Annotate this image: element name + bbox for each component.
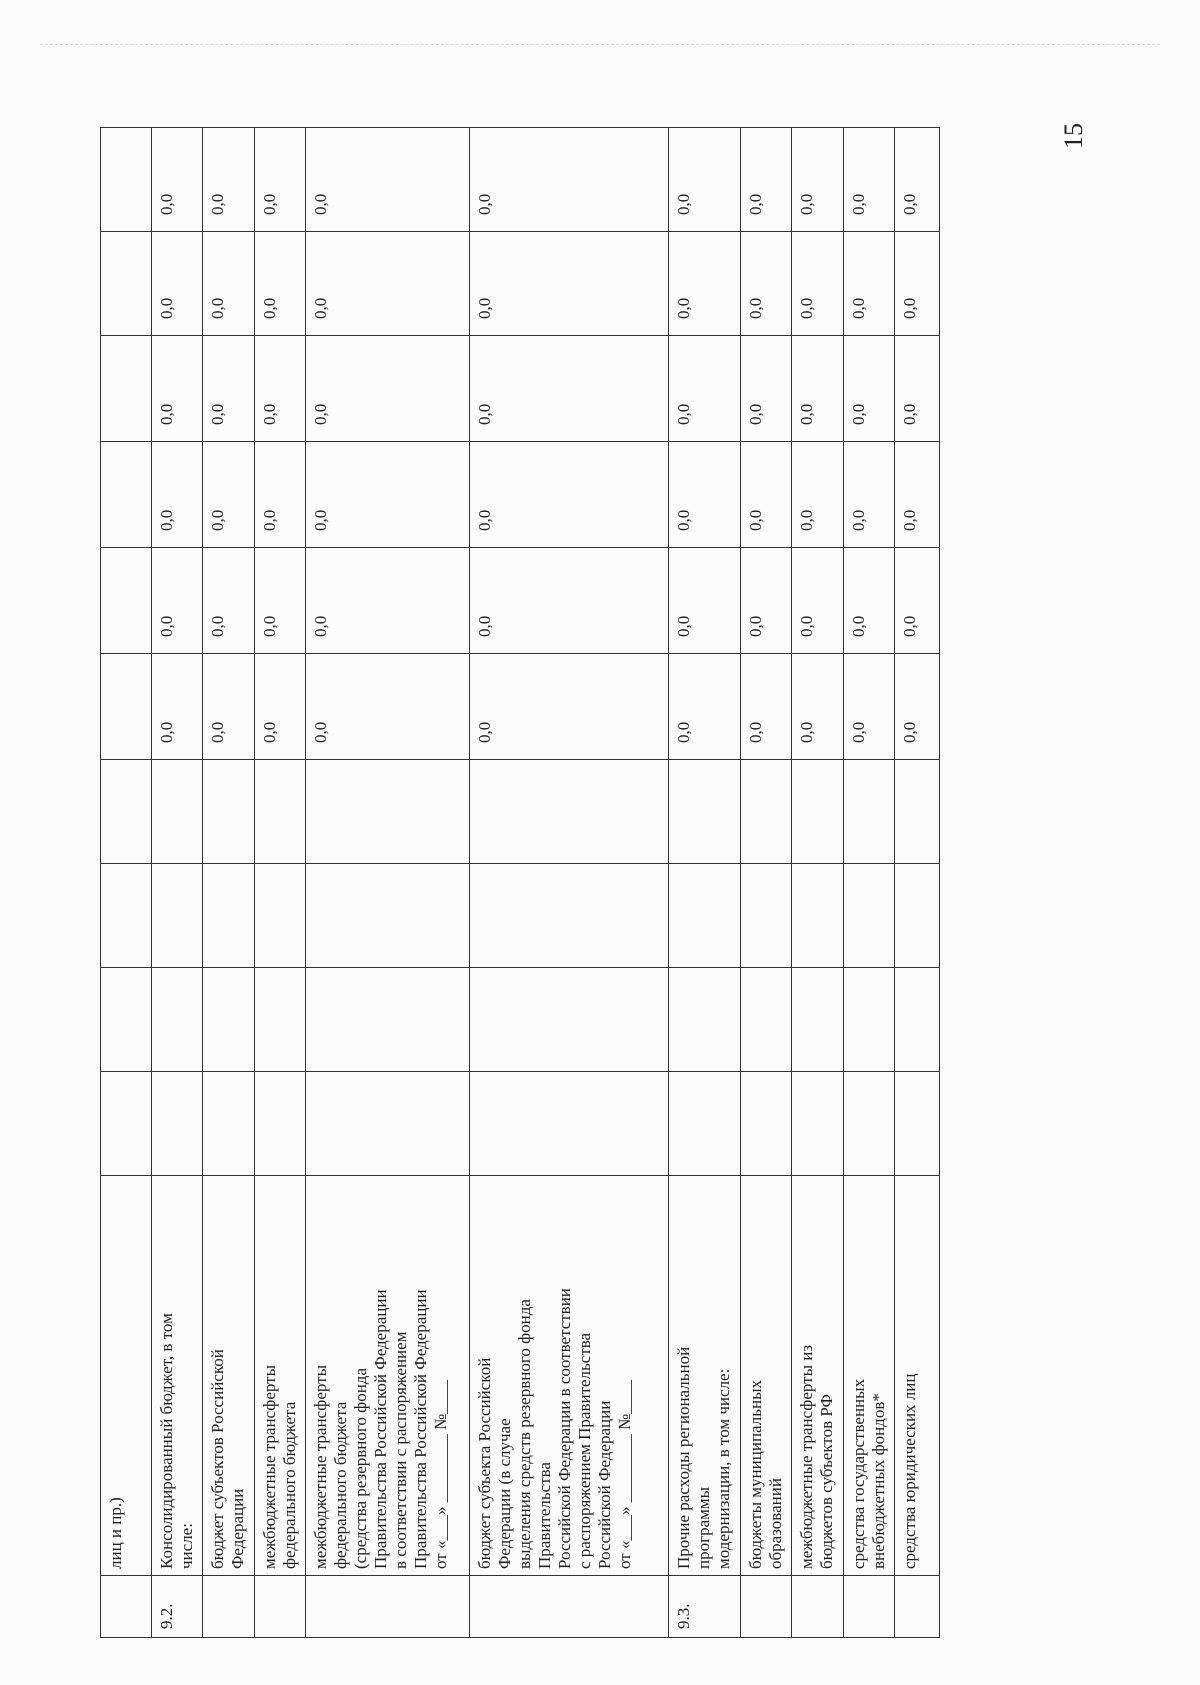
value-cell [843, 968, 895, 1072]
row-code [254, 1576, 306, 1638]
value-cell: 0,0 [306, 442, 470, 548]
value-cell: 0,0 [470, 128, 668, 232]
value-cell [101, 864, 152, 968]
value-cell [151, 760, 203, 864]
table-row [151, 128, 203, 1638]
value-cell: 0,0 [306, 128, 470, 232]
value-cell: 0,0 [668, 442, 740, 548]
value-cell [895, 864, 940, 968]
value-cell: 0,0 [668, 548, 740, 654]
table-row [254, 128, 306, 1638]
value-cell [792, 1072, 844, 1176]
value-cell: 0,0 [843, 336, 895, 442]
table-row [668, 128, 740, 1638]
value-cell [470, 968, 668, 1072]
value-cell: 0,0 [792, 232, 844, 336]
value-cell [203, 1072, 255, 1176]
row-name: бюджет субъектов Российской Федерации [203, 1176, 255, 1576]
row-code: 9.2. [151, 1576, 203, 1638]
value-cell [254, 968, 306, 1072]
value-cell [843, 1072, 895, 1176]
value-cell: 0,0 [470, 548, 668, 654]
value-cell: 0,0 [843, 442, 895, 548]
value-cell [740, 1072, 792, 1176]
value-cell: 0,0 [792, 548, 844, 654]
financing-table [100, 127, 940, 1638]
value-cell [470, 864, 668, 968]
row-name: лиц и пр.) [101, 1176, 152, 1576]
value-cell [101, 442, 152, 548]
value-cell: 0,0 [792, 654, 844, 760]
value-cell [306, 1072, 470, 1176]
value-cell [843, 760, 895, 864]
value-cell [668, 968, 740, 1072]
rotated-table-wrapper [100, 128, 940, 1638]
row-name: Консолидированный бюджет, в том числе: [151, 1176, 203, 1576]
value-cell: 0,0 [668, 654, 740, 760]
table-row [101, 128, 152, 1638]
value-cell: 0,0 [792, 442, 844, 548]
value-cell: 0,0 [151, 336, 203, 442]
value-cell [895, 968, 940, 1072]
row-code [843, 1576, 895, 1638]
row-name: межбюджетные трансферты федерального бюджета [254, 1176, 306, 1576]
row-code: 9.3. [668, 1576, 740, 1638]
value-cell: 0,0 [895, 442, 940, 548]
value-cell [151, 864, 203, 968]
value-cell: 0,0 [792, 336, 844, 442]
value-cell [668, 760, 740, 864]
value-cell: 0,0 [254, 442, 306, 548]
value-cell: 0,0 [254, 548, 306, 654]
row-name: средства государственных внебюджетных фондов* [843, 1176, 895, 1576]
value-cell [203, 864, 255, 968]
table-row [740, 128, 792, 1638]
table-row [470, 128, 668, 1638]
value-cell: 0,0 [306, 232, 470, 336]
row-name: бюджеты муниципальных образований [740, 1176, 792, 1576]
value-cell: 0,0 [306, 548, 470, 654]
value-cell [792, 760, 844, 864]
value-cell [668, 1072, 740, 1176]
value-cell: 0,0 [668, 336, 740, 442]
value-cell [101, 128, 152, 232]
value-cell: 0,0 [254, 336, 306, 442]
value-cell: 0,0 [203, 548, 255, 654]
value-cell: 0,0 [895, 548, 940, 654]
row-code [203, 1576, 255, 1638]
value-cell [101, 232, 152, 336]
value-cell: 0,0 [470, 442, 668, 548]
value-cell [254, 760, 306, 864]
table-row [203, 128, 255, 1638]
value-cell [101, 548, 152, 654]
table-row [306, 128, 470, 1638]
value-cell [843, 864, 895, 968]
value-cell [151, 1072, 203, 1176]
value-cell [203, 968, 255, 1072]
value-cell: 0,0 [895, 232, 940, 336]
value-cell: 0,0 [792, 128, 844, 232]
row-code [306, 1576, 470, 1638]
value-cell [895, 760, 940, 864]
value-cell: 0,0 [740, 548, 792, 654]
row-code [740, 1576, 792, 1638]
value-cell [203, 760, 255, 864]
value-cell: 0,0 [470, 232, 668, 336]
value-cell: 0,0 [151, 128, 203, 232]
value-cell: 0,0 [895, 654, 940, 760]
value-cell [306, 760, 470, 864]
value-cell: 0,0 [203, 654, 255, 760]
row-name: средства юридических лиц [895, 1176, 940, 1576]
value-cell: 0,0 [203, 128, 255, 232]
value-cell [306, 864, 470, 968]
table-body [101, 128, 940, 1638]
value-cell [792, 864, 844, 968]
value-cell: 0,0 [151, 232, 203, 336]
page-number: 15 [1059, 123, 1088, 149]
row-name: межбюджетные трансферты из бюджетов субъектов РФ [792, 1176, 844, 1576]
value-cell [306, 968, 470, 1072]
financing-table-sheet [100, 128, 940, 1638]
value-cell [101, 336, 152, 442]
value-cell: 0,0 [740, 442, 792, 548]
value-cell [895, 1072, 940, 1176]
value-cell [792, 968, 844, 1072]
value-cell [740, 760, 792, 864]
row-code [101, 1576, 152, 1638]
value-cell [101, 654, 152, 760]
value-cell: 0,0 [740, 232, 792, 336]
value-cell: 0,0 [740, 128, 792, 232]
value-cell: 0,0 [151, 654, 203, 760]
row-name: Прочие расходы региональной программы модернизации, в том числе: [668, 1176, 740, 1576]
table-viewport [100, 128, 940, 1638]
value-cell: 0,0 [668, 232, 740, 336]
scan-artifact-line [40, 44, 1160, 45]
value-cell [470, 760, 668, 864]
value-cell: 0,0 [470, 654, 668, 760]
value-cell: 0,0 [254, 232, 306, 336]
value-cell [740, 968, 792, 1072]
value-cell: 0,0 [740, 654, 792, 760]
value-cell: 0,0 [151, 442, 203, 548]
value-cell: 0,0 [843, 128, 895, 232]
value-cell: 0,0 [470, 336, 668, 442]
value-cell [151, 968, 203, 1072]
value-cell [740, 864, 792, 968]
value-cell: 0,0 [203, 442, 255, 548]
row-name: бюджет субъекта Российской Федерации (в случае выделения средств резервного фонда Правительства Российской Федерации в соответствии с распоряжением Правительства Российской Федерации от «___» ________ №____ [470, 1176, 668, 1576]
value-cell: 0,0 [740, 336, 792, 442]
value-cell: 0,0 [843, 232, 895, 336]
value-cell: 0,0 [254, 654, 306, 760]
value-cell: 0,0 [203, 232, 255, 336]
row-code [792, 1576, 844, 1638]
value-cell: 0,0 [668, 128, 740, 232]
value-cell [101, 760, 152, 864]
row-code [470, 1576, 668, 1638]
value-cell: 0,0 [895, 336, 940, 442]
value-cell [470, 1072, 668, 1176]
value-cell: 0,0 [151, 548, 203, 654]
value-cell: 0,0 [306, 654, 470, 760]
table-row [792, 128, 844, 1638]
value-cell [254, 1072, 306, 1176]
value-cell: 0,0 [306, 336, 470, 442]
value-cell [101, 968, 152, 1072]
value-cell: 0,0 [895, 128, 940, 232]
value-cell [254, 864, 306, 968]
row-name: межбюджетные трансферты федерального бюджета (средства резервного фонда Правительства Российской Федерации в соответствии с распоряжением Правительства Российской Федерации от «___» ________ №____ [306, 1176, 470, 1576]
table-row [895, 128, 940, 1638]
table-row [843, 128, 895, 1638]
value-cell: 0,0 [254, 128, 306, 232]
value-cell: 0,0 [203, 336, 255, 442]
value-cell: 0,0 [843, 548, 895, 654]
value-cell: 0,0 [843, 654, 895, 760]
value-cell [668, 864, 740, 968]
row-code [895, 1576, 940, 1638]
value-cell [101, 1072, 152, 1176]
